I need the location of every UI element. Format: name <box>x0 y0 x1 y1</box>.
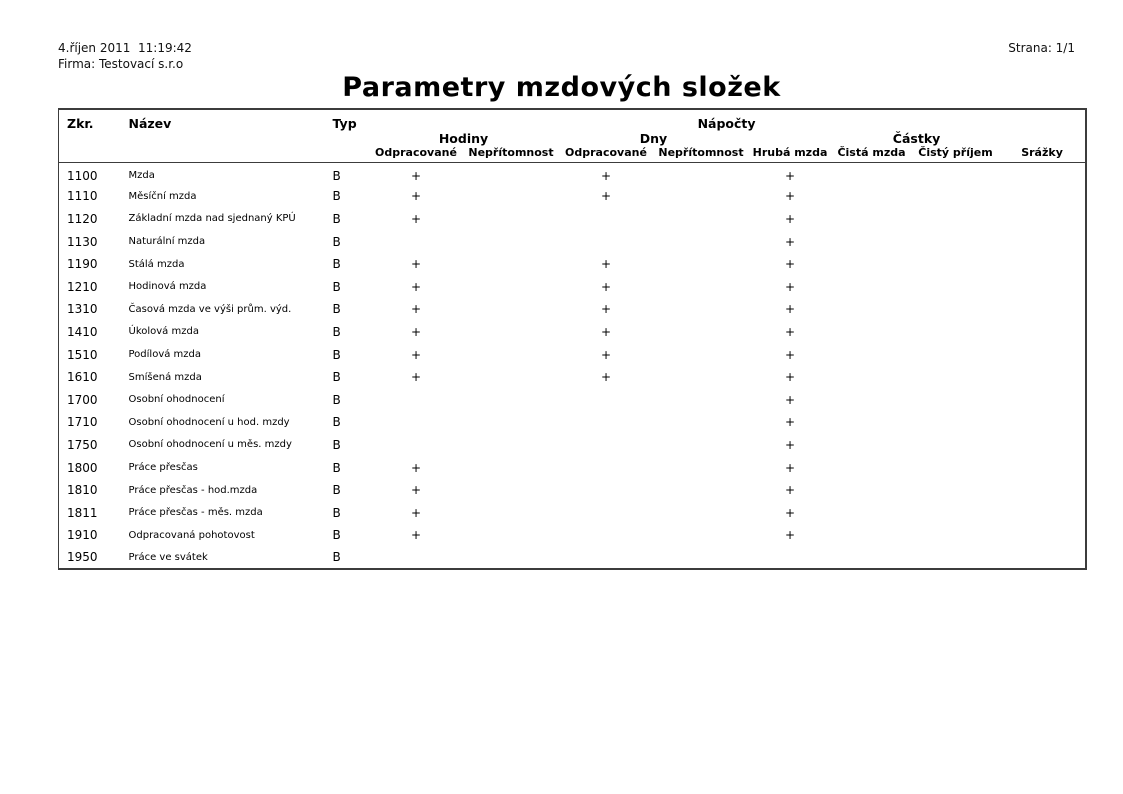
row-code: 1130 <box>67 234 98 249</box>
row-code: 1210 <box>67 279 98 294</box>
flag-cisty_prijem <box>912 366 1000 389</box>
flag-dny_odpracovane <box>559 388 654 411</box>
flag-hodiny_odpracovane: + <box>410 528 422 543</box>
table-row <box>59 230 1086 253</box>
flag-hruba_mzda: + <box>784 483 796 498</box>
table-row <box>59 253 1086 276</box>
row-code: 1810 <box>67 483 98 498</box>
row-type: B <box>332 370 341 385</box>
flag-hodiny_nepritomnost <box>464 388 559 411</box>
flag-srazky <box>1000 434 1086 457</box>
flag-cisty_prijem <box>912 456 1000 479</box>
table-row <box>59 388 1086 411</box>
row-name: Úkolová mzda <box>128 326 199 338</box>
flag-hruba_mzda <box>749 547 832 570</box>
flag-dny_nepritomnost <box>654 230 749 253</box>
row-name: Časová mzda ve výši prům. výd. <box>128 303 292 315</box>
flag-dny_odpracovane: + <box>600 189 612 204</box>
flag-hodiny_odpracovane: + <box>410 460 422 475</box>
flag-cista_mzda <box>832 343 912 366</box>
flag-hodiny_odpracovane: + <box>410 189 422 204</box>
flag-cista_mzda <box>832 434 912 457</box>
row-type: B <box>332 415 341 430</box>
report-datetime: 4.říjen 2011 11:19:42 <box>58 41 192 55</box>
flag-cisty_prijem <box>912 343 1000 366</box>
flag-dny_nepritomnost <box>654 411 749 434</box>
flag-dny_odpracovane: + <box>600 324 612 339</box>
flag-dny_nepritomnost <box>654 501 749 524</box>
flag-dny_nepritomnost <box>654 479 749 502</box>
subcol-hodiny-nepritomnost: Nepřítomnost <box>464 146 559 163</box>
subcol-hruba-mzda: Hrubá mzda <box>749 146 832 163</box>
row-code: 1510 <box>67 347 98 362</box>
table-header <box>59 109 1086 163</box>
flag-cisty_prijem <box>912 230 1000 253</box>
flag-dny_nepritomnost <box>654 366 749 389</box>
table-row <box>59 411 1086 434</box>
flag-cisty_prijem <box>912 388 1000 411</box>
subcol-cisty-prijem: Čistý příjem <box>912 146 1000 163</box>
flag-cista_mzda <box>832 388 912 411</box>
flag-cista_mzda <box>832 321 912 344</box>
table-row <box>59 434 1086 457</box>
table-row <box>59 366 1086 389</box>
flag-hodiny_nepritomnost <box>464 253 559 276</box>
flag-srazky <box>1000 524 1086 547</box>
row-type: B <box>332 347 341 362</box>
flag-dny_odpracovane: + <box>600 257 612 272</box>
flag-hodiny_odpracovane: + <box>410 505 422 520</box>
flag-dny_odpracovane: + <box>600 347 612 362</box>
row-type: B <box>332 324 341 339</box>
subcol-hodiny-odpracovane: Odpracované <box>369 146 464 163</box>
row-name: Základní mzda nad sjednaný KPÚ <box>128 213 296 225</box>
flag-cista_mzda <box>832 366 912 389</box>
flag-hodiny_odpracovane: + <box>410 211 422 226</box>
row-name: Naturální mzda <box>128 236 206 248</box>
flag-srazky <box>1000 208 1086 231</box>
row-name: Měsíční mzda <box>128 190 197 202</box>
col-header-nazev: Název <box>128 116 172 131</box>
flag-hodiny_odpracovane <box>369 547 464 570</box>
flag-hodiny_nepritomnost <box>464 185 559 208</box>
row-code: 1700 <box>67 392 98 407</box>
flag-srazky <box>1000 298 1086 321</box>
row-name: Práce přesčas <box>128 462 198 474</box>
table-row <box>59 547 1086 570</box>
header-row-3 <box>59 146 1086 163</box>
flag-srazky <box>1000 321 1086 344</box>
row-code: 1110 <box>67 189 98 204</box>
row-type: B <box>332 257 341 272</box>
flag-srazky <box>1000 388 1086 411</box>
flag-cista_mzda <box>832 547 912 570</box>
flag-hodiny_odpracovane <box>369 388 464 411</box>
flag-hodiny_nepritomnost <box>464 501 559 524</box>
wage-components-table <box>58 108 1087 570</box>
flag-hodiny_odpracovane: + <box>410 324 422 339</box>
flag-dny_odpracovane <box>559 434 654 457</box>
flag-hodiny_nepritomnost <box>464 163 559 186</box>
flag-dny_odpracovane <box>559 501 654 524</box>
row-code: 1950 <box>67 550 98 565</box>
flag-hodiny_nepritomnost <box>464 479 559 502</box>
row-type: B <box>332 279 341 294</box>
flag-dny_odpracovane <box>559 456 654 479</box>
flag-hruba_mzda: + <box>784 279 796 294</box>
flag-cista_mzda <box>832 501 912 524</box>
flag-dny_odpracovane <box>559 547 654 570</box>
row-code: 1710 <box>67 415 98 430</box>
subcol-srazky: Srážky <box>1000 146 1086 163</box>
flag-srazky <box>1000 501 1086 524</box>
flag-hodiny_odpracovane: + <box>410 347 422 362</box>
table-row <box>59 208 1086 231</box>
table-body <box>59 163 1086 570</box>
row-type: B <box>332 302 341 317</box>
flag-hodiny_nepritomnost <box>464 411 559 434</box>
table-row <box>59 298 1086 321</box>
flag-hodiny_odpracovane: + <box>410 257 422 272</box>
flag-hodiny_nepritomnost <box>464 343 559 366</box>
flag-hodiny_odpracovane: + <box>410 279 422 294</box>
subcol-dny-nepritomnost: Nepřítomnost <box>654 146 749 163</box>
flag-srazky <box>1000 343 1086 366</box>
row-type: B <box>332 550 341 565</box>
flag-hodiny_odpracovane: + <box>410 302 422 317</box>
header-row-2 <box>59 131 1086 146</box>
row-code: 1410 <box>67 324 98 339</box>
flag-srazky <box>1000 230 1086 253</box>
table-row <box>59 456 1086 479</box>
table-row <box>59 275 1086 298</box>
flag-hodiny_odpracovane: + <box>410 168 422 183</box>
row-code: 1190 <box>67 257 98 272</box>
flag-cisty_prijem <box>912 163 1000 186</box>
flag-srazky <box>1000 411 1086 434</box>
flag-cista_mzda <box>832 298 912 321</box>
subcol-cista-mzda: Čistá mzda <box>832 146 912 163</box>
table-row <box>59 479 1086 502</box>
flag-hruba_mzda: + <box>784 234 796 249</box>
flag-cista_mzda <box>832 411 912 434</box>
flag-dny_odpracovane <box>559 524 654 547</box>
col-header-napocty: Nápočty <box>697 116 756 131</box>
row-code: 1811 <box>67 505 98 520</box>
flag-hruba_mzda: + <box>784 415 796 430</box>
row-name: Osobní ohodnocení u měs. mzdy <box>128 439 292 451</box>
flag-hruba_mzda: + <box>784 392 796 407</box>
flag-hruba_mzda: + <box>784 460 796 475</box>
flag-dny_nepritomnost <box>654 524 749 547</box>
row-code: 1800 <box>67 460 98 475</box>
row-name: Práce přesčas - hod.mzda <box>128 484 258 496</box>
flag-hodiny_nepritomnost <box>464 275 559 298</box>
table-row <box>59 163 1086 186</box>
flag-dny_odpracovane <box>559 208 654 231</box>
flag-cisty_prijem <box>912 208 1000 231</box>
flag-hruba_mzda: + <box>784 168 796 183</box>
flag-dny_odpracovane: + <box>600 370 612 385</box>
flag-dny_nepritomnost <box>654 321 749 344</box>
flag-hodiny_nepritomnost <box>464 208 559 231</box>
flag-dny_nepritomnost <box>654 343 749 366</box>
row-name: Odpracovaná pohotovost <box>128 529 255 541</box>
table-row <box>59 501 1086 524</box>
row-name: Hodinová mzda <box>128 281 207 293</box>
row-code: 1910 <box>67 528 98 543</box>
flag-srazky <box>1000 366 1086 389</box>
row-type: B <box>332 392 341 407</box>
subcol-dny-odpracovane: Odpracované <box>559 146 654 163</box>
flag-hodiny_nepritomnost <box>464 547 559 570</box>
report-company: Firma: Testovací s.r.o <box>58 57 184 71</box>
row-code: 1750 <box>67 437 98 452</box>
flag-cista_mzda <box>832 208 912 231</box>
flag-cisty_prijem <box>912 321 1000 344</box>
group-header-hodiny: Hodiny <box>438 131 489 146</box>
flag-cista_mzda <box>832 185 912 208</box>
flag-dny_odpracovane <box>559 479 654 502</box>
row-name: Osobní ohodnocení <box>128 394 225 406</box>
flag-hodiny_odpracovane <box>369 411 464 434</box>
flag-hruba_mzda: + <box>784 189 796 204</box>
row-name: Mzda <box>128 170 155 182</box>
row-type: B <box>332 460 341 475</box>
row-name: Osobní ohodnocení u hod. mzdy <box>128 416 290 428</box>
flag-dny_nepritomnost <box>654 208 749 231</box>
flag-dny_nepritomnost <box>654 163 749 186</box>
flag-cisty_prijem <box>912 524 1000 547</box>
flag-hruba_mzda: + <box>784 437 796 452</box>
row-type: B <box>332 505 341 520</box>
flag-srazky <box>1000 547 1086 570</box>
row-code: 1100 <box>67 168 98 183</box>
row-type: B <box>332 483 341 498</box>
flag-cista_mzda <box>832 456 912 479</box>
page-number: Strana: 1/1 <box>1008 41 1075 55</box>
flag-hodiny_odpracovane <box>369 230 464 253</box>
flag-cista_mzda <box>832 163 912 186</box>
flag-cista_mzda <box>832 253 912 276</box>
flag-dny_odpracovane <box>559 411 654 434</box>
flag-hruba_mzda: + <box>784 324 796 339</box>
flag-cisty_prijem <box>912 479 1000 502</box>
flag-hodiny_nepritomnost <box>464 434 559 457</box>
flag-dny_nepritomnost <box>654 253 749 276</box>
flag-cista_mzda <box>832 479 912 502</box>
flag-dny_nepritomnost <box>654 185 749 208</box>
row-type: B <box>332 234 341 249</box>
flag-cisty_prijem <box>912 185 1000 208</box>
col-header-zkr: Zkr. <box>67 116 94 131</box>
flag-srazky <box>1000 275 1086 298</box>
row-type: B <box>332 211 341 226</box>
flag-cisty_prijem <box>912 547 1000 570</box>
flag-hodiny_nepritomnost <box>464 366 559 389</box>
flag-cista_mzda <box>832 275 912 298</box>
flag-cisty_prijem <box>912 275 1000 298</box>
flag-dny_nepritomnost <box>654 388 749 411</box>
row-code: 1610 <box>67 370 98 385</box>
group-header-dny: Dny <box>639 131 668 146</box>
flag-srazky <box>1000 253 1086 276</box>
flag-hodiny_odpracovane <box>369 434 464 457</box>
flag-hodiny_nepritomnost <box>464 524 559 547</box>
flag-cisty_prijem <box>912 434 1000 457</box>
flag-dny_odpracovane: + <box>600 302 612 317</box>
flag-hodiny_nepritomnost <box>464 456 559 479</box>
row-type: B <box>332 528 341 543</box>
flag-dny_odpracovane: + <box>600 168 612 183</box>
flag-dny_nepritomnost <box>654 275 749 298</box>
flag-hodiny_nepritomnost <box>464 321 559 344</box>
row-name: Práce ve svátek <box>128 551 208 563</box>
table-row <box>59 524 1086 547</box>
flag-hruba_mzda: + <box>784 370 796 385</box>
group-header-castky: Částky <box>892 131 941 146</box>
flag-hodiny_odpracovane: + <box>410 370 422 385</box>
flag-srazky <box>1000 163 1086 186</box>
flag-hruba_mzda: + <box>784 347 796 362</box>
flag-cisty_prijem <box>912 298 1000 321</box>
report-title: Parametry mzdových složek <box>342 72 781 103</box>
flag-dny_nepritomnost <box>654 434 749 457</box>
flag-dny_nepritomnost <box>654 547 749 570</box>
flag-hruba_mzda: + <box>784 505 796 520</box>
flag-srazky <box>1000 479 1086 502</box>
flag-cisty_prijem <box>912 501 1000 524</box>
flag-hruba_mzda: + <box>784 528 796 543</box>
flag-cista_mzda <box>832 230 912 253</box>
row-name: Stálá mzda <box>128 258 185 270</box>
row-type: B <box>332 168 341 183</box>
row-name: Práce přesčas - měs. mzda <box>128 507 263 519</box>
flag-hodiny_odpracovane: + <box>410 483 422 498</box>
table-row <box>59 343 1086 366</box>
col-header-typ: Typ <box>332 116 357 131</box>
flag-hruba_mzda: + <box>784 211 796 226</box>
flag-hodiny_nepritomnost <box>464 230 559 253</box>
row-name: Podílová mzda <box>128 349 202 361</box>
flag-dny_odpracovane <box>559 230 654 253</box>
row-code: 1120 <box>67 211 98 226</box>
flag-hruba_mzda: + <box>784 302 796 317</box>
header-row-1 <box>59 109 1086 131</box>
flag-hodiny_nepritomnost <box>464 298 559 321</box>
flag-dny_nepritomnost <box>654 298 749 321</box>
flag-dny_odpracovane: + <box>600 279 612 294</box>
flag-cisty_prijem <box>912 253 1000 276</box>
flag-hruba_mzda: + <box>784 257 796 272</box>
row-type: B <box>332 437 341 452</box>
flag-srazky <box>1000 185 1086 208</box>
flag-srazky <box>1000 456 1086 479</box>
row-type: B <box>332 189 341 204</box>
flag-cisty_prijem <box>912 411 1000 434</box>
flag-cista_mzda <box>832 524 912 547</box>
flag-dny_nepritomnost <box>654 456 749 479</box>
table-row <box>59 321 1086 344</box>
table-row <box>59 185 1086 208</box>
row-name: Smíšená mzda <box>128 371 202 383</box>
row-code: 1310 <box>67 302 98 317</box>
